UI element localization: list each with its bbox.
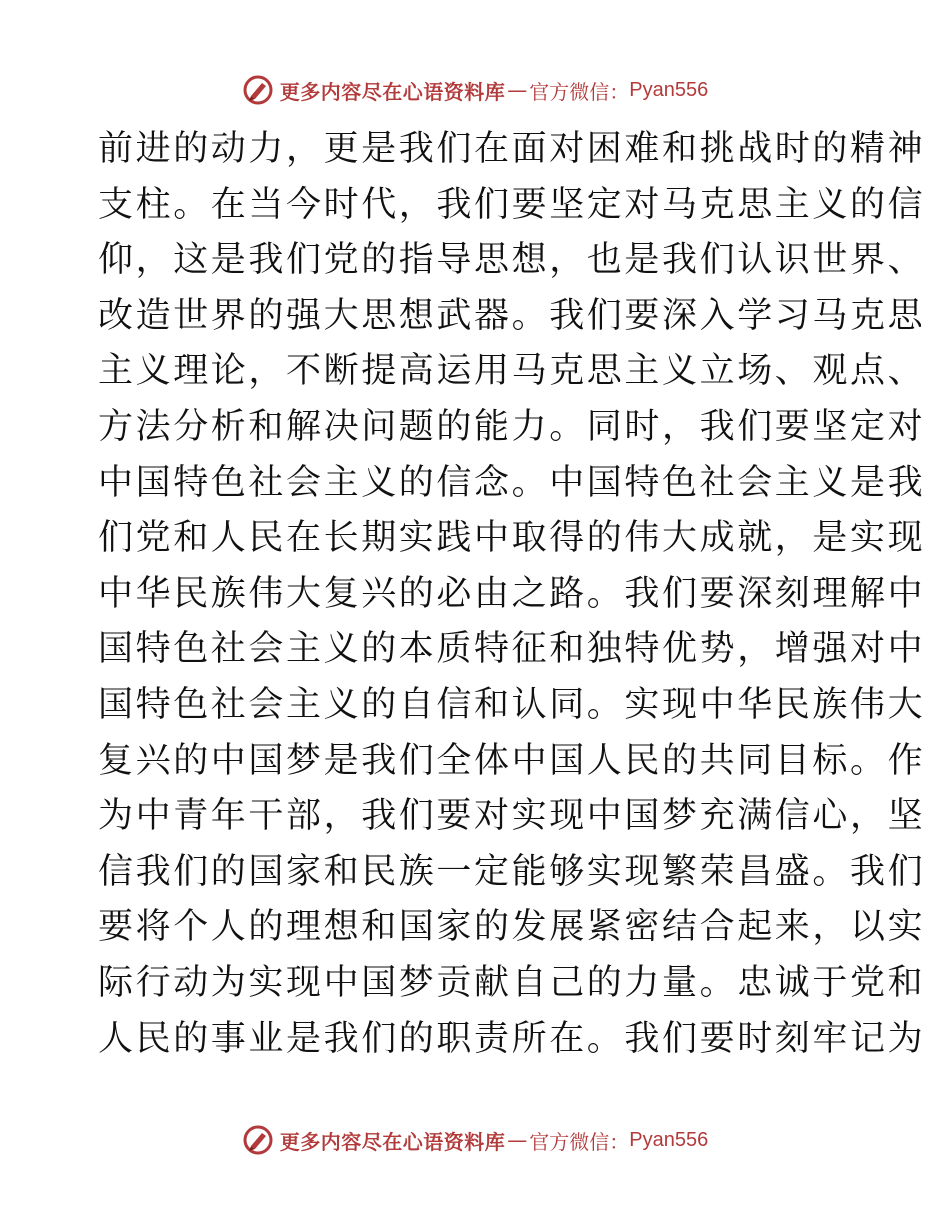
body-line: 中国特色社会主义的信念。中国特色社会主义是我 <box>98 462 926 503</box>
body-line: 支柱。在当今时代，我们要坚定对马克思主义的信 <box>98 184 926 225</box>
body-line: 仰，这是我们党的指导思想，也是我们认识世界、 <box>98 240 926 281</box>
body-line: 国特色社会主义的自信和认同。实现中华民族伟大 <box>98 684 926 725</box>
footer-wechat-label: 官方微信： <box>529 1129 630 1154</box>
footer-promo-text: 更多内容尽在心语资料库 <box>279 1129 506 1154</box>
header-promo-text: 更多内容尽在心语资料库 <box>279 79 506 104</box>
body-line: 人民的事业是我们的职责所在。我们要时刻牢记为 <box>98 1018 926 1059</box>
pen-logo-icon <box>242 1124 274 1156</box>
body-line: 前进的动力，更是我们在面对困难和挑战时的精神 <box>98 129 926 169</box>
header-banner <box>0 70 950 110</box>
body-line: 信我们的国家和民族一定能够实现繁荣昌盛。我们 <box>98 851 926 892</box>
body-line: 主义理论，不断提高运用马克思主义立场、观点、 <box>98 351 926 392</box>
body-line: 们党和人民在长期实践中取得的伟大成就，是实现 <box>98 518 926 559</box>
body-line: 改造世界的强大思想武器。我们要深入学习马克思 <box>98 295 926 336</box>
header-separator: — <box>507 78 528 102</box>
body-line: 要将个人的理想和国家的发展紧密结合起来，以实 <box>98 907 926 948</box>
footer-wechat-id: Pyan556 <box>629 1128 709 1151</box>
footer-banner <box>0 1120 950 1160</box>
footer-separator: — <box>507 1128 528 1152</box>
body-line: 国特色社会主义的本质特征和独特优势，增强对中 <box>98 629 926 670</box>
pen-logo-icon <box>242 74 274 106</box>
document-body <box>98 122 926 1067</box>
body-line: 为中青年干部，我们要对实现中国梦充满信心，坚 <box>98 796 926 837</box>
header-wechat-id: Pyan556 <box>629 78 709 101</box>
body-line: 方法分析和解决问题的能力。同时，我们要坚定对 <box>98 406 926 447</box>
body-line: 际行动为实现中国梦贡献自己的力量。忠诚于党和 <box>98 962 926 1003</box>
body-line: 复兴的中国梦是我们全体中国人民的共同目标。作 <box>98 740 926 781</box>
header-wechat-label: 官方微信： <box>529 79 630 104</box>
body-line: 中华民族伟大复兴的必由之路。我们要深刻理解中 <box>98 573 926 614</box>
